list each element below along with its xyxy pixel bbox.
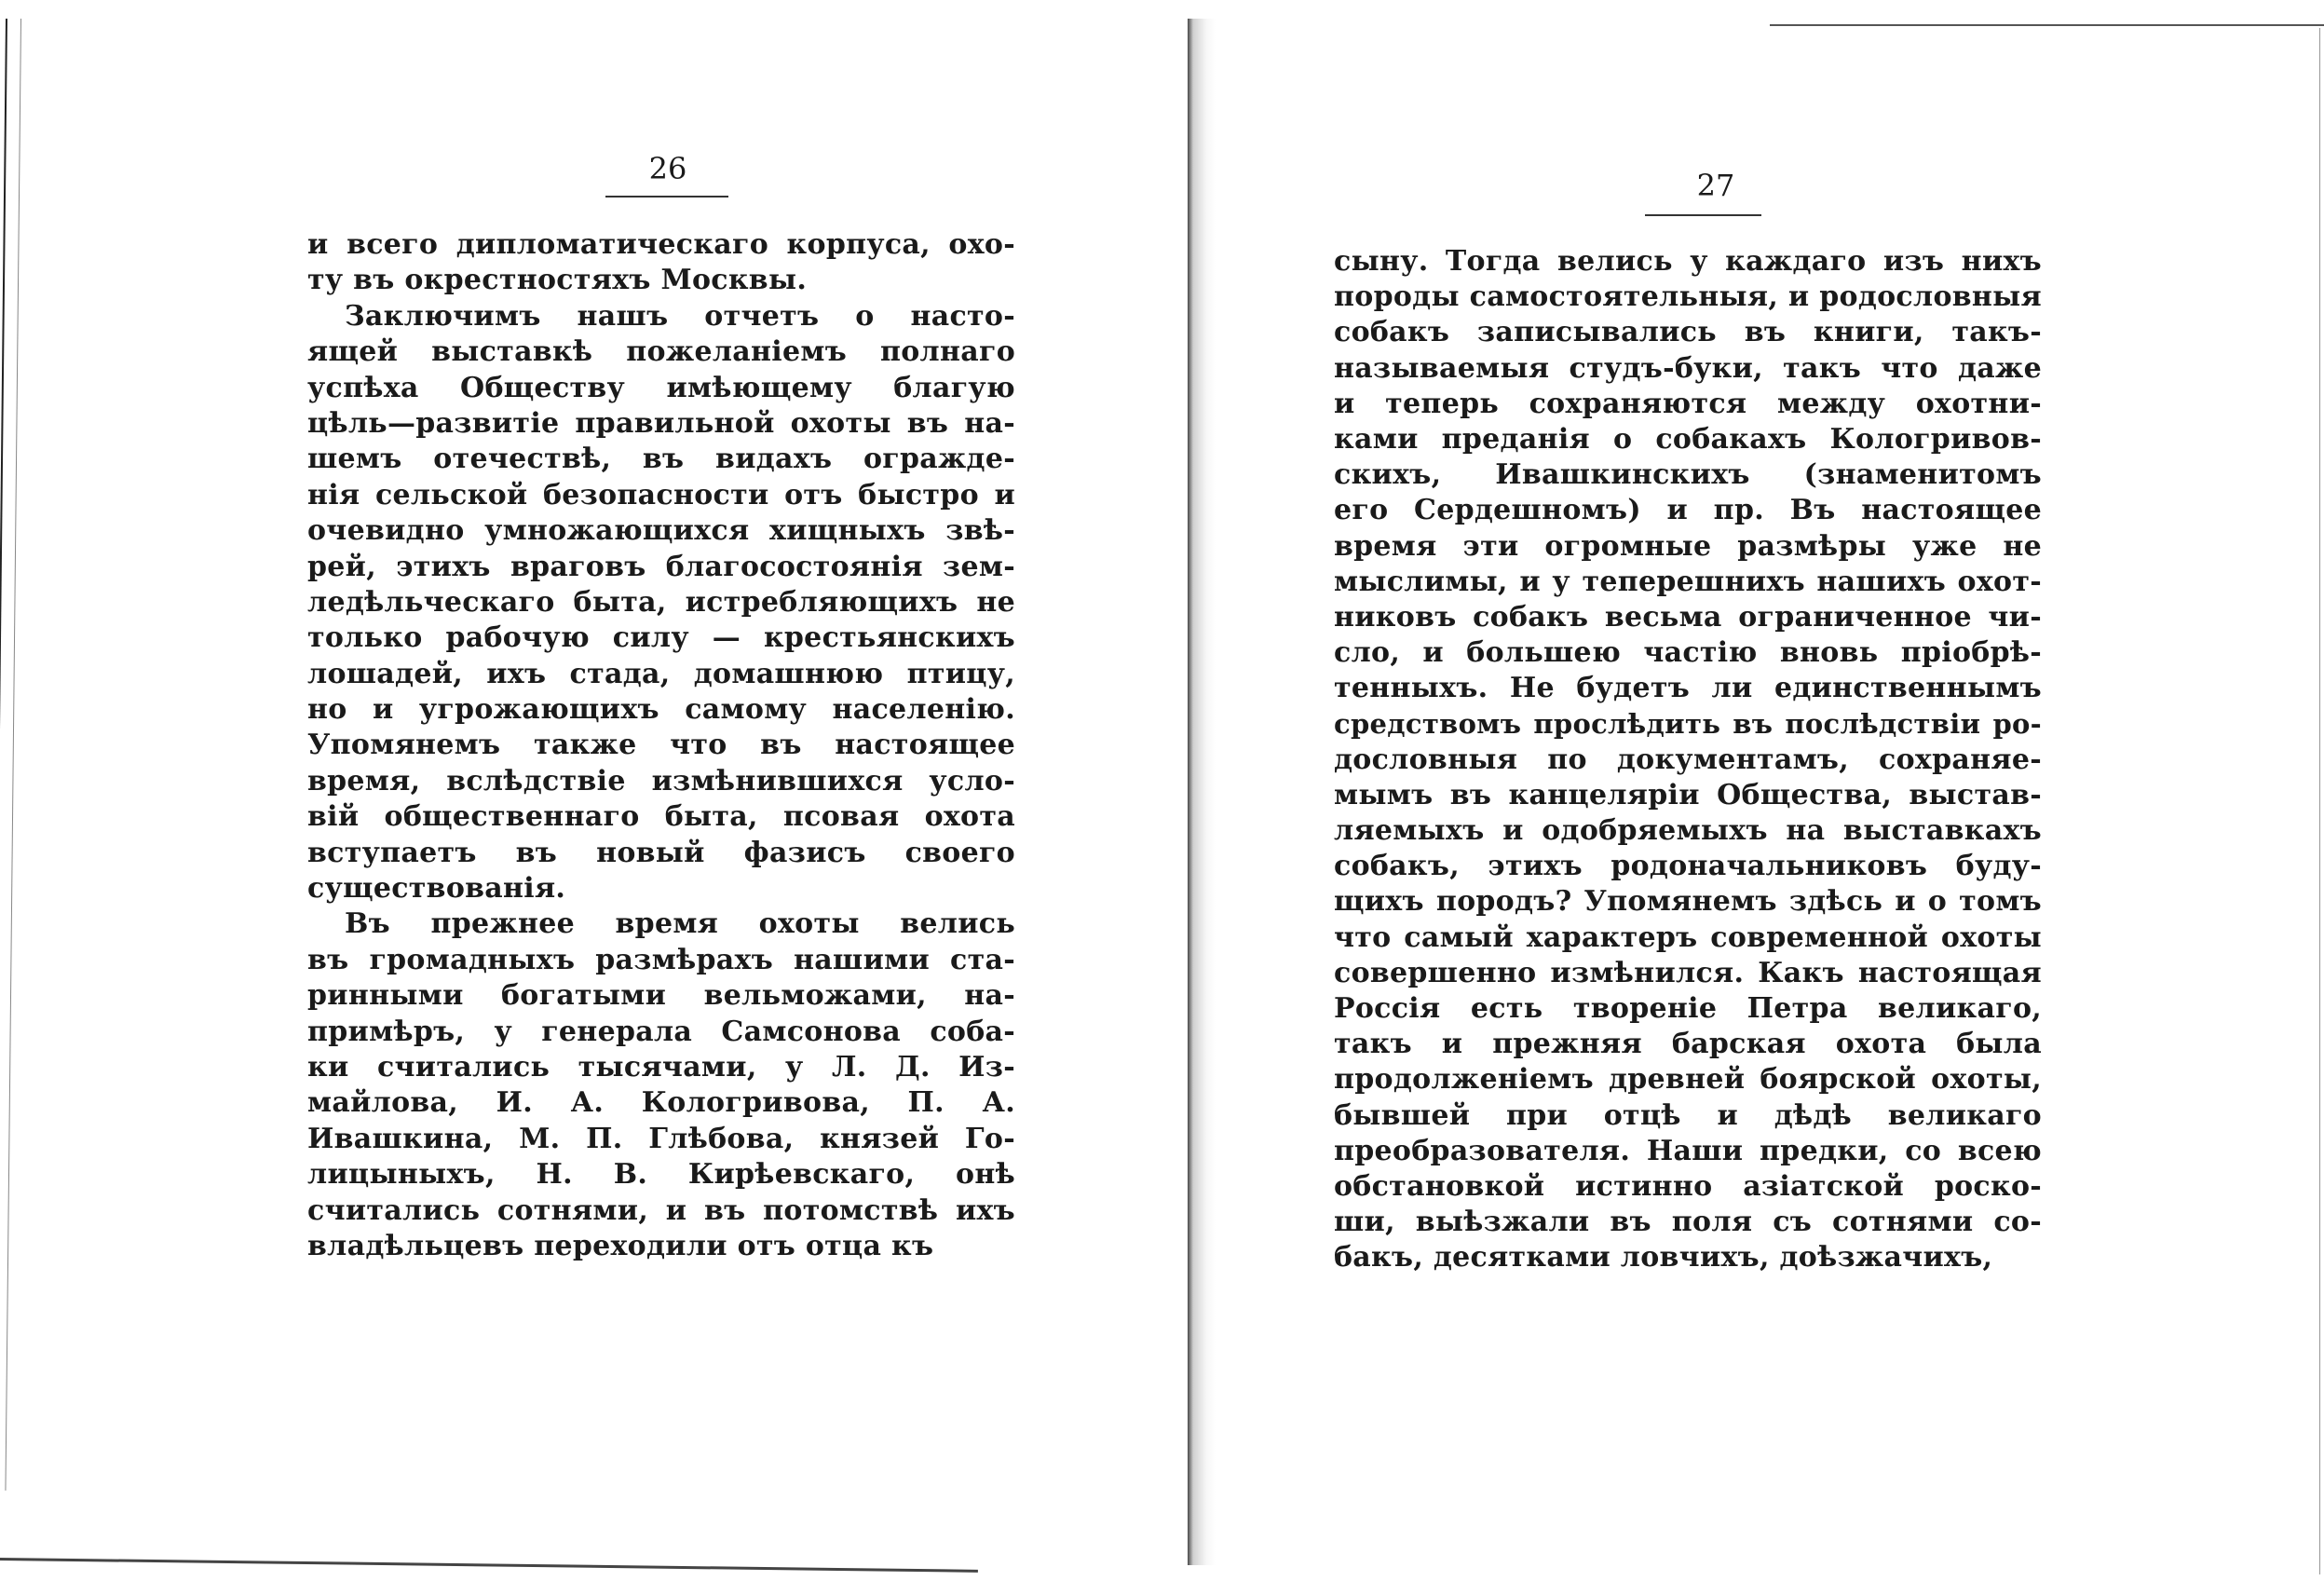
text-line: лицыныхъ, Н. В. Кирѣевскаго, онѣ	[307, 1158, 1015, 1192]
text-line: Заключимъ нашъ отчетъ о насто-	[345, 299, 1015, 333]
text-line: никовъ собакъ весьма ограниченное чи-	[1334, 600, 2042, 634]
text-line: лошадей, ихъ стада, домашнюю птицу,	[307, 657, 1015, 690]
text-line: вступаетъ въ новый фазисъ своего	[307, 836, 1015, 869]
text-line: ледѣльческаго быта, истребляющихъ не	[307, 585, 1015, 619]
text-line: сыну. Тогда велись у каждаго изъ нихъ	[1334, 245, 2042, 278]
text-line: но и угрожающихъ самому населенію.	[307, 693, 1015, 727]
text-line: преобразователя. Наши предки, со всею	[1334, 1134, 2042, 1167]
text-line: майлова, И. А. Кологривова, П. А.	[307, 1086, 1015, 1120]
text-line: въ громадныхъ размѣрахъ нашими ста-	[307, 943, 1015, 976]
page-number: 26	[648, 151, 687, 186]
text-line: цѣль—развитіе правильной охоты въ на-	[307, 406, 1015, 440]
text-line: время, вслѣдствіе измѣнившихся усло-	[307, 764, 1015, 797]
text-line: такъ и прежняя барская охота была	[1334, 1028, 2042, 1061]
text-line: примѣръ, у генерала Самсонова соба-	[307, 1015, 1015, 1048]
text-line: рей, этихъ враговъ благосостоянія зем-	[307, 550, 1015, 583]
text-line: породы самостоятельныя, и родословныя	[1334, 280, 2042, 314]
text-line: сло, и большею частію вновь пріобрѣ-	[1334, 636, 2042, 670]
text-line: только рабочую силу — крестьянскихъ	[307, 621, 1015, 655]
text-line: мымъ въ канцеляріи Общества, выстав-	[1334, 778, 2042, 811]
text-line: ляемыхъ и одобряемыхъ на выставкахъ	[1334, 814, 2042, 847]
text-line: дословныя по документамъ, сохраняе-	[1334, 743, 2042, 776]
text-line: его Сердешномъ) и пр. Въ настоящее	[1334, 494, 2042, 527]
text-line: продолженіемъ древней боярской охоты,	[1334, 1063, 2042, 1097]
text-line: совершенно измѣнился. Какъ настоящая	[1334, 956, 2042, 989]
text-line: ящей выставкѣ пожеланіемъ полнаго	[307, 335, 1015, 369]
page-text	[1334, 244, 2042, 1275]
text-line: тенныхъ. Не будетъ ли единственнымъ	[1334, 672, 2042, 705]
text-line: Ивашкина, М. П. Глѣбова, князей Го-	[307, 1122, 1015, 1155]
text-line: средствомъ прослѣдить въ послѣдствіи ро-	[1334, 708, 2042, 741]
text-line: и всего дипломатическаго корпуса, охо-	[307, 228, 1015, 261]
text-line: собакъ, этихъ родоначальниковъ буду-	[1334, 850, 2042, 883]
text-line: что самый характеръ современной охоты	[1334, 920, 2042, 954]
text-line: Упомянемъ также что въ настоящее	[307, 729, 1015, 762]
text-line: успѣха Обществу имѣющему благую	[307, 371, 1015, 404]
page-number-rule	[1645, 214, 1761, 216]
text-line: считались сотнями, и въ потомствѣ ихъ	[307, 1193, 1015, 1227]
text-line: мыслимы, и у теперешнихъ нашихъ охот-	[1334, 565, 2042, 598]
text-line: называемыя студъ-буки, такъ что даже	[1334, 351, 2042, 385]
text-line: ками преданія о собакахъ Кологривов-	[1334, 422, 2042, 456]
text-line: очевидно умножающихся хищныхъ звѣ-	[307, 514, 1015, 548]
text-line: ринными богатыми вельможами, на-	[307, 979, 1015, 1013]
text-line: владѣльцевъ переходили отъ отца къ	[307, 1229, 934, 1262]
text-line: щихъ породъ? Упомянемъ здѣсь и о томъ	[1334, 885, 2042, 919]
text-line: бывшей при отцѣ и дѣдѣ великаго	[1334, 1098, 2042, 1132]
text-line: нія сельской безопасности отъ быстро и	[307, 478, 1015, 511]
text-line: вій общественнаго быта, псовая охота	[307, 800, 1015, 834]
text-line: время эти огромные размѣры уже не	[1334, 529, 2042, 563]
page-number-rule	[605, 196, 728, 198]
text-line: собакъ записывались въ книги, такъ-	[1334, 316, 2042, 349]
text-line: обстановкой истинно азіатской роско-	[1334, 1169, 2042, 1203]
text-line: ки считались тысячами, у Л. Д. Из-	[307, 1050, 1015, 1084]
text-line: существованія.	[307, 872, 566, 906]
text-line: и теперь сохраняются между охотни-	[1334, 387, 2042, 420]
text-line: ши, выѣзжали въ поля съ сотнями со-	[1334, 1206, 2042, 1239]
text-line: Россія есть твореніе Петра великаго,	[1334, 991, 2042, 1025]
page-text	[307, 227, 1015, 1264]
right-page	[1192, 0, 2324, 1581]
text-line: шемъ отечествѣ, въ видахъ огражде-	[307, 443, 1015, 476]
page-number: 27	[1696, 168, 1735, 203]
text-line: Въ прежнее время охоты велись	[345, 907, 1015, 941]
text-line: скихъ, Ивашкинскихъ (знаменитомъ	[1334, 458, 2042, 492]
text-line: бакъ, десятками ловчихъ, доѣзжачихъ,	[1334, 1241, 1993, 1274]
text-line: ту въ окрестностяхъ Москвы.	[307, 264, 808, 297]
